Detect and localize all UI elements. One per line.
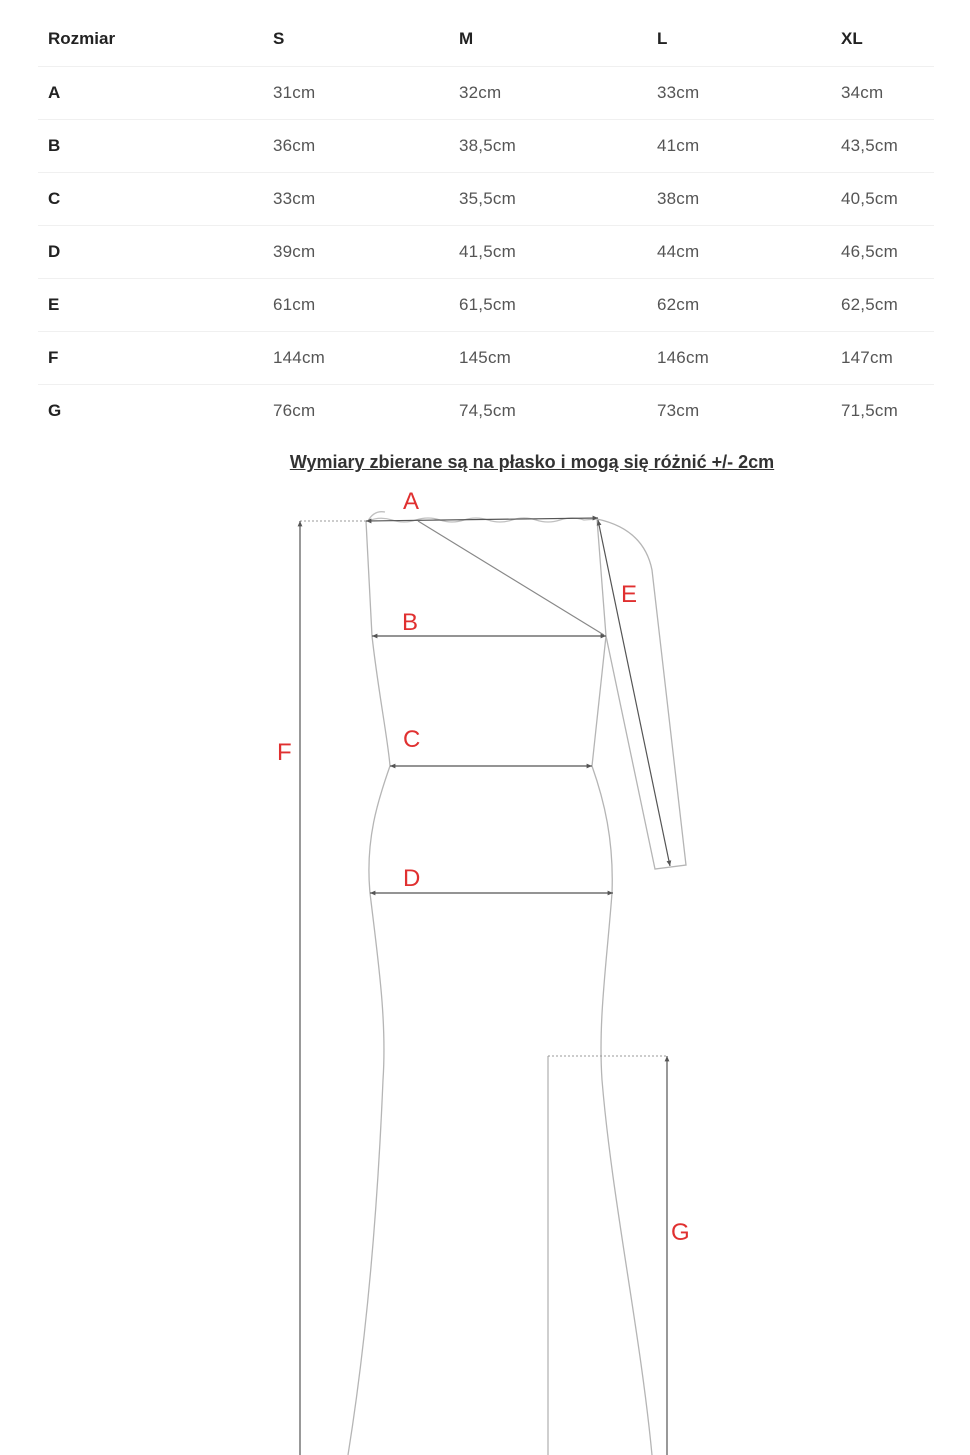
table-row <box>38 226 934 279</box>
measurement-note: Wymiary zbierane są na płasko i mogą się różnić +/- 2cm <box>289 452 775 472</box>
cell-value: 71,5cm <box>841 401 898 420</box>
garment-outline <box>348 512 686 1455</box>
row-label: B <box>38 120 263 173</box>
cell-value: 62cm <box>647 279 831 332</box>
label-g: G <box>671 1219 690 1246</box>
table-row <box>38 67 934 120</box>
cell-value: 62,5cm <box>831 279 934 332</box>
cell-value: 32cm <box>449 67 647 120</box>
header-l: L <box>647 12 831 67</box>
cell-value: 61,5cm <box>449 279 647 332</box>
cell-value: 38cm <box>647 173 831 226</box>
table-row <box>38 173 934 226</box>
cell-value: 145cm <box>449 332 647 385</box>
guide-lines <box>300 521 667 1056</box>
cell-value: 41,5cm <box>449 226 647 279</box>
jumpsuit-measurement-diagram <box>0 480 970 1455</box>
row-label: D <box>38 226 263 279</box>
cell-value: 39cm <box>263 226 449 279</box>
arrow-e <box>598 520 670 866</box>
cell-value: 34cm <box>831 67 934 120</box>
cell-value: 33cm <box>647 67 831 120</box>
header-s: S <box>263 12 449 67</box>
label-a: A <box>403 488 420 515</box>
arrow-diagonal <box>418 521 604 635</box>
label-c: C <box>403 726 421 753</box>
cell-value: 43,5cm <box>831 120 934 173</box>
size-table <box>38 12 934 437</box>
row-label: E <box>38 279 263 332</box>
cell-value: 41cm <box>647 120 831 173</box>
row-label: G <box>48 401 62 420</box>
header-xl: XL <box>831 12 934 67</box>
label-f: F <box>277 739 292 766</box>
cell-value: 31cm <box>263 67 449 120</box>
row-label: A <box>38 67 263 120</box>
cell-value: 73cm <box>657 401 700 420</box>
cell-value: 74,5cm <box>459 401 516 420</box>
row-label: C <box>38 173 263 226</box>
cell-value: 38,5cm <box>449 120 647 173</box>
table-row <box>38 332 934 385</box>
cell-value: 76cm <box>273 401 316 420</box>
cell-value: 33cm <box>263 173 449 226</box>
measurement-arrows <box>300 518 670 1455</box>
cell-value: 61cm <box>263 279 449 332</box>
table-row <box>38 120 934 173</box>
label-b: B <box>402 609 419 636</box>
row-label: F <box>38 332 263 385</box>
cell-value: 40,5cm <box>831 173 934 226</box>
cell-value: 147cm <box>831 332 934 385</box>
cell-value: 44cm <box>647 226 831 279</box>
table-row <box>38 385 934 438</box>
table-row <box>38 279 934 332</box>
header-size: Rozmiar <box>38 12 263 67</box>
cell-value: 35,5cm <box>449 173 647 226</box>
cell-value: 146cm <box>647 332 831 385</box>
label-e: E <box>621 581 638 608</box>
header-m: M <box>449 12 647 67</box>
table-header-row <box>38 12 934 67</box>
cell-value: 46,5cm <box>831 226 934 279</box>
cell-value: 36cm <box>263 120 449 173</box>
cell-value: 144cm <box>263 332 449 385</box>
label-d: D <box>403 865 421 892</box>
